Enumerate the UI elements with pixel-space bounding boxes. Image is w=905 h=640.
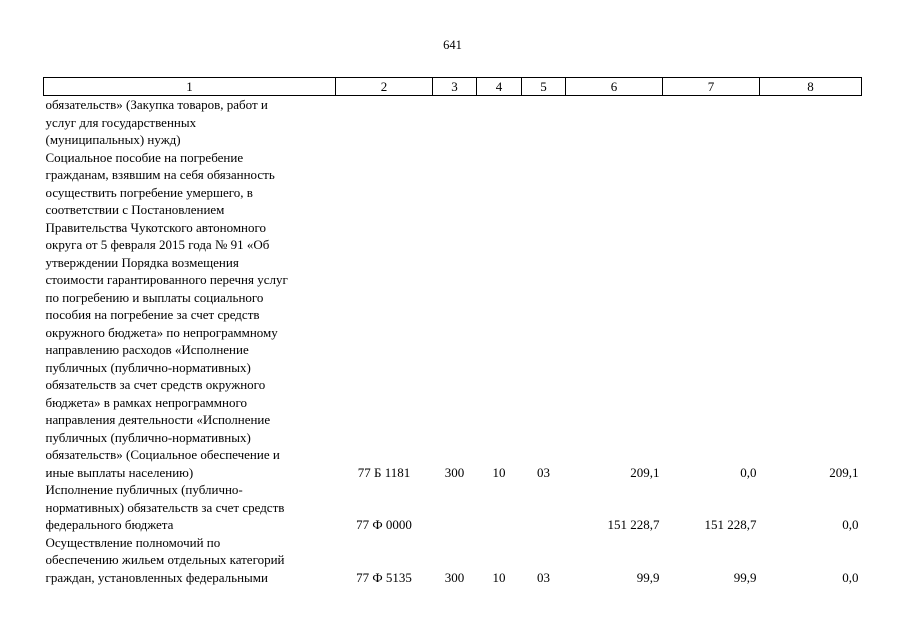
amount-regional-cell — [760, 96, 862, 149]
amount-regional-cell: 0,0 — [842, 569, 859, 585]
description-line: Правительства Чукотского автономного — [45, 219, 267, 235]
description-line: округа от 5 февраля 2015 года № 91 «Об — [45, 237, 270, 252]
description-line: стоимости гарантированного перечня услуг — [45, 272, 288, 287]
amount-total-cell — [566, 96, 663, 149]
description-line: гражданам, взявшим на себя обязанность — [45, 167, 275, 182]
table-row — [44, 481, 862, 534]
subsection-cell: 03 — [537, 569, 550, 585]
amount-total-cell: 151 228,7 — [607, 517, 660, 532]
header-row — [44, 78, 862, 96]
amount-federal-cell: 151 228,7 — [704, 517, 757, 532]
description-line: Осуществление полномочий по — [45, 534, 221, 550]
description-line: направления деятельности «Исполнение — [45, 412, 271, 427]
section-cell — [477, 96, 522, 149]
amount-total-cell: 99,9 — [636, 569, 660, 585]
table-body — [44, 96, 862, 587]
row-description-cell — [44, 96, 336, 149]
section-cell: 10 — [492, 464, 506, 480]
description-line: обеспечению жильем отдельных категорий — [45, 552, 285, 567]
expense-type-cell — [433, 481, 477, 534]
description-line: федерального бюджета — [45, 517, 174, 532]
kbk-code-cell: 77 Ф 5135 — [356, 569, 412, 585]
expense-type-cell — [433, 96, 477, 149]
description-line: пособия на погребение за счет средств — [45, 307, 260, 322]
description-line: соответствии с Постановлением — [45, 202, 225, 217]
section-cell — [477, 481, 522, 534]
table-row — [44, 96, 862, 149]
section-cell: 10 — [492, 569, 506, 585]
amount-federal-cell — [663, 96, 760, 149]
header-cell-3: 3 — [433, 78, 477, 96]
description-line: иные выплаты населению) — [45, 464, 194, 480]
amount-federal-cell: 0,0 — [740, 464, 757, 480]
table-row — [44, 149, 862, 482]
header-cell-5: 5 — [522, 78, 566, 96]
header-cell-8: 8 — [760, 78, 862, 96]
expense-type-cell: 300 — [444, 569, 465, 585]
description-line: граждан, установленных федеральными — [45, 569, 268, 585]
header-cell-6: 6 — [566, 78, 663, 96]
kbk-code-cell: 77 Ф 0000 — [356, 517, 412, 532]
description-line: обязательств» (Социальное обеспечение и — [45, 447, 280, 462]
budget-table — [43, 77, 862, 586]
table-header — [44, 78, 862, 96]
description-line: бюджета» в рамках непрограммного — [45, 394, 247, 410]
row-description-cell — [44, 534, 336, 587]
amount-regional-cell: 0,0 — [842, 517, 859, 532]
description-line: обязательств» (Закупка товаров, работ и — [45, 97, 268, 112]
header-cell-2: 2 — [336, 78, 433, 96]
row-description-cell — [44, 481, 336, 534]
header-cell-7: 7 — [663, 78, 760, 96]
description-line: Исполнение публичных (публично- — [45, 482, 243, 497]
subsection-cell — [522, 96, 566, 149]
expense-type-cell: 300 — [444, 464, 465, 480]
amount-regional-cell: 209,1 — [829, 464, 859, 480]
description-line: публичных (публично-нормативных) — [45, 429, 251, 445]
header-cell-1: 1 — [44, 78, 336, 96]
row-description-cell — [44, 149, 336, 482]
description-line: направлению расходов «Исполнение — [45, 342, 249, 357]
amount-total-cell: 209,1 — [630, 464, 660, 480]
description-line: обязательств за счет средств окружного — [45, 377, 266, 392]
description-line: нормативных) обязательств за счет средств — [45, 499, 285, 515]
description-line: Социальное пособие на погребение — [45, 149, 244, 165]
subsection-cell: 03 — [537, 464, 550, 480]
description-line: публичных (публично-нормативных) — [45, 359, 251, 375]
kbk-code-cell: 77 Б 1181 — [357, 464, 411, 480]
description-line: услуг для государственных — [45, 114, 197, 130]
header-cell-4: 4 — [477, 78, 522, 96]
description-line: (муниципальных) нужд) — [45, 132, 181, 147]
subsection-cell — [522, 481, 566, 534]
table-row — [44, 534, 862, 587]
amount-federal-cell: 99,9 — [733, 569, 757, 585]
page-number: 641 — [443, 38, 462, 52]
description-line: утверждении Порядка возмещения — [45, 254, 239, 270]
description-line: по погребению и выплаты социального — [45, 289, 264, 305]
description-line: окружного бюджета» по непрограммному — [45, 324, 278, 340]
description-line: осуществить погребение умершего, в — [45, 184, 253, 200]
kbk-code-cell — [336, 96, 433, 149]
